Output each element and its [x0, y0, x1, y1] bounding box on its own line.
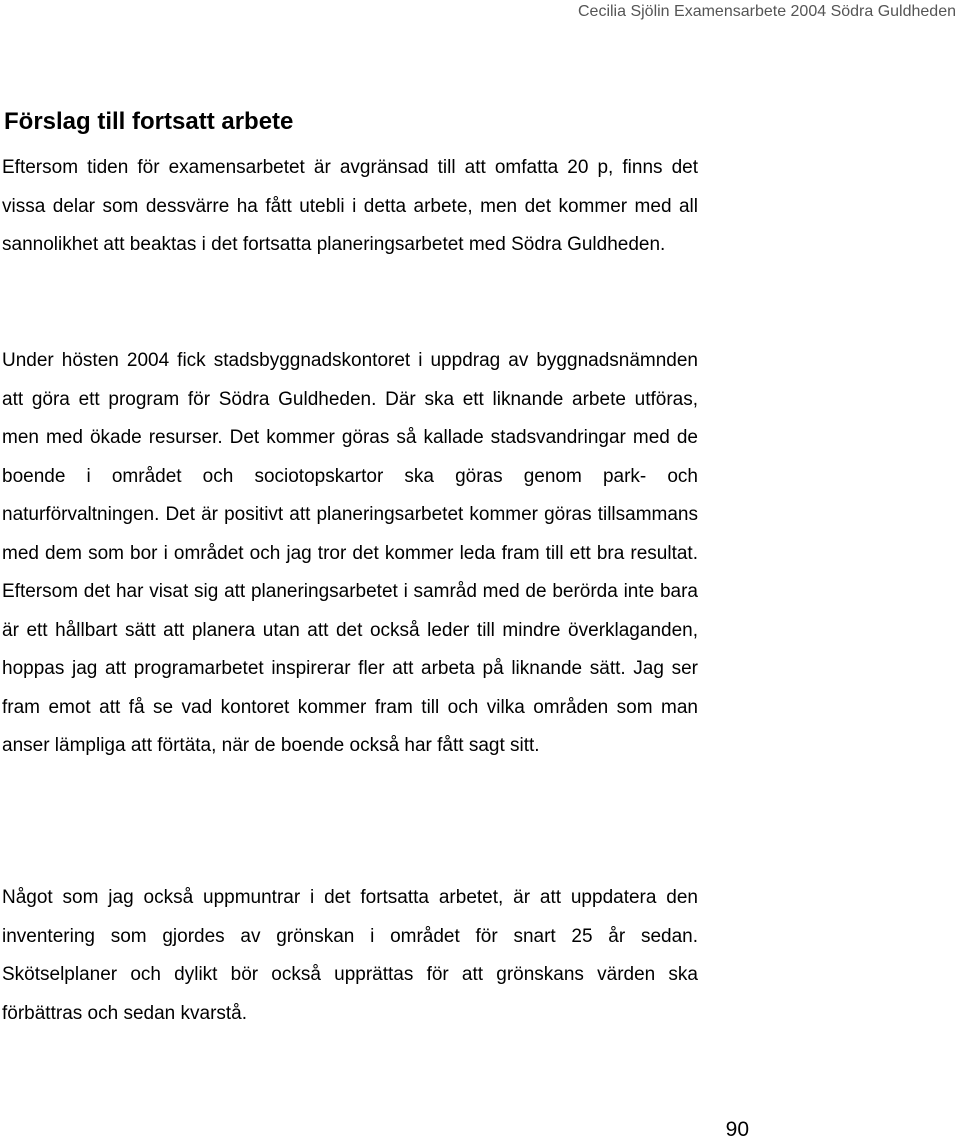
body-paragraph-3: Något som jag också uppmuntrar i det fortsatta arbetet, är att uppdatera den inventering som gjordes av grönskan i området för snart 25 år sedan. Skötselplaner och dylikt bör också upprättas för att grönskans värden ska förbättras och sedan kvarstå.	[2, 887, 698, 1024]
body-paragraph-2: Under hösten 2004 fick stadsbyggnadskontoret i uppdrag av byggnadsnämnden att göra ett program för Södra Guldheden. Där ska ett liknande arbete utföras, men med ökade resurser. Det kommer göras så kallade stadsvandringar med de boende i området och sociotopskartor ska göras genom park- och naturförvaltningen. Det är positivt att planeringsarbetet kommer göras tillsammans med dem som bor i området och jag tror det kommer leda fram till ett bra resultat. Eftersom det har visat sig att planeringsarbetet i samråd med de berörda inte bara är ett hållbart sätt att planera utan att det också leder till mindre överklaganden, hoppas jag att programarbetet inspirerar fler att arbeta på liknande sätt. Jag ser fram emot att få se vad kontoret kommer fram till och vilka områden som man anser lämpliga att förtäta, när de boende också har fått sagt sitt.	[2, 350, 698, 756]
page-title: Förslag till fortsatt arbete	[4, 108, 294, 135]
running-header: Cecilia Sjölin Examensarbete 2004 Södra Guldheden	[577, 3, 956, 20]
body-paragraph-1: Eftersom tiden för examensarbetet är avgränsad till att omfatta 20 p, finns det vissa delar som dessvärre ha fått utebli i detta arbete, men det kommer med all sannolikhet att beaktas i det fortsatta planeringsarbetet med Södra Guldheden.	[2, 157, 698, 255]
page-number: 90	[725, 1118, 749, 1141]
